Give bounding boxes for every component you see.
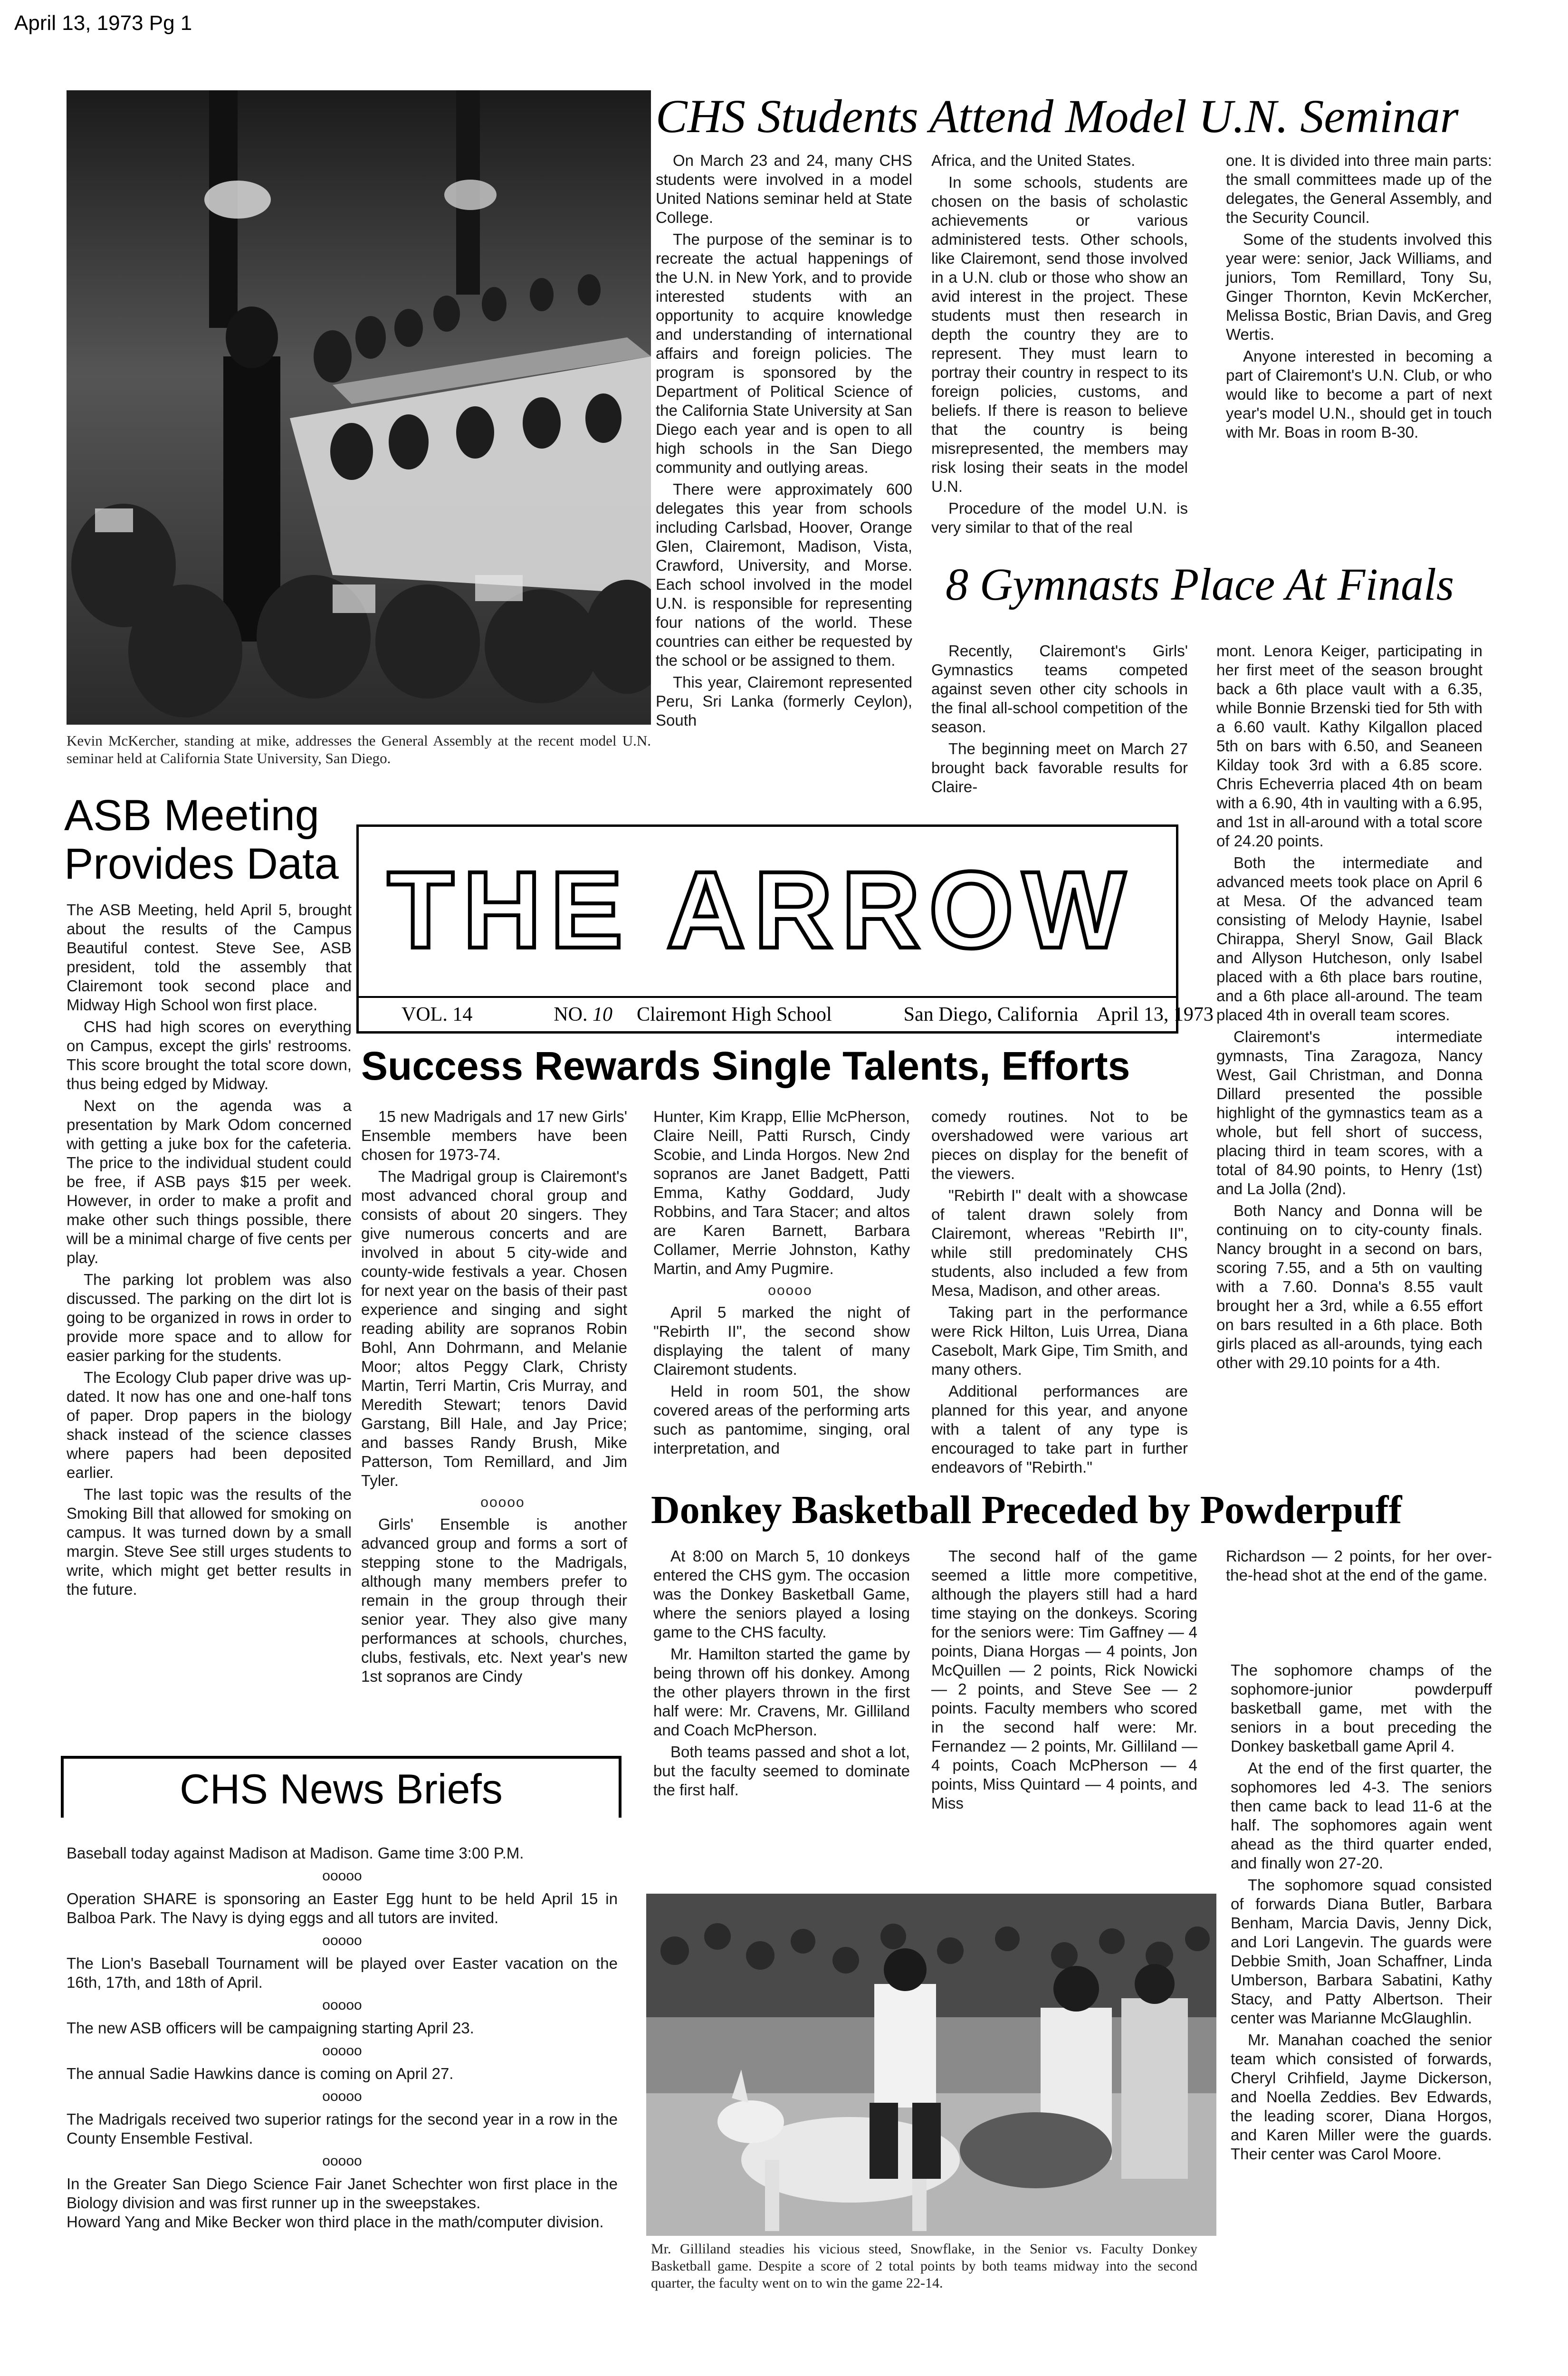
brief-item: The Lion's Baseball Tournament will be played over Easter vacation on the 16th, 17th, and 18th of April.: [67, 1954, 618, 1991]
asb-para: The parking lot problem was also discussed. The parking on the dirt lot is going to be organized in rows in order to provide more space and to allow for easier parking for the students.: [67, 1271, 352, 1364]
asb-para: Next on the agenda was a presentation by Mark Odom concerned with getting a juke box for the cafeteria. The price to the individual student could be free, if ASB pays $15 per week. However, in order to make a profit and make other such things possible, there will be a minimal charge of five cents per play.: [67, 1097, 352, 1266]
success-article-col3: [931, 1107, 1188, 1480]
brief-item: Operation SHARE is sponsoring an Easter Egg hunt to be held April 15 in Balboa Park. The Navy is dying eggs and all tutors are invited.: [67, 1890, 618, 1926]
un-article-col3: [1226, 151, 1492, 445]
gym-col2-para: Both Nancy and Donna will be continuing on to city-county finals. Nancy brought in a second on bars, scoring 7.55, and a 5th on vaulting with a 7.60. Donna's 8.55 vault brought her a 3rd, while a 6.55 effort on bars resulted in a 6th place. Both girls placed as all-arounds, tying each other with 29.10 points for a 4th.: [1216, 1202, 1482, 1371]
masthead-school: Clairemont High School: [637, 1004, 832, 1025]
page-header: April 13, 1973 Pg 1: [14, 11, 192, 35]
masthead-date: April 13, 1973: [1096, 1004, 1214, 1025]
success-col1-para: Girls' Ensemble is another advanced group and forms a sort of stepping stone to the Madrigals, although many members prefer to remain in the group through their senior year. They also give many performances at schools, churches, clubs, festivals, etc. Next year's new 1st sopranos are Cindy: [361, 1515, 627, 1685]
separator-mark: ooooo: [322, 2153, 362, 2169]
un-col3-para: Anyone interested in becoming a part of Clairemont's U.N. Club, or who would like to become a part of next year's model U.N., should get in touch with Mr. Boas in room B-30.: [1226, 347, 1492, 441]
masthead-info: [402, 1003, 1214, 1026]
asb-para: The last topic was the results of the Smoking Bill that allowed for smoking on campus. It was turned down by a small margin. Steve See still urges students to write, which might get better results in the future.: [67, 1485, 352, 1598]
success-col2-para: Hunter, Kim Krapp, Ellie McPherson, Claire Neill, Patti Rursch, Cindy Scobie, and Linda Horgos. New 2nd sopranos are Janet Badgett, Patti Emma, Kathy Goddard, Judy Robbins, and Tara Stacer; and altos are Karen Barnett, Barbara Collamer, Merrie Johnston, Kathy Martin, and Amy Pugmire.: [653, 1108, 910, 1277]
separator-mark: ooooo: [322, 2089, 362, 2104]
un-article-col2: [931, 151, 1188, 540]
asb-article: [67, 901, 352, 1602]
powderpuff-article: [1231, 1661, 1492, 2166]
gym-col1-para: Recently, Clairemont's Girls' Gymnastics teams competed against seven other city schools in the final all-school competition of the season.: [931, 642, 1188, 736]
gym-article-col2: [1216, 642, 1482, 1375]
brief-item: The annual Sadie Hawkins dance is coming on April 27.: [67, 2065, 454, 2082]
donkey-col3-para: Richardson — 2 points, for her over-the-head shot at the end of the game.: [1226, 1547, 1492, 1584]
success-col3-para: "Rebirth I" dealt with a showcase of talent drawn solely from Clairemont, whereas "Rebirth II", while still predominately CHS students, also included a few from Mesa, Madison, and other areas.: [931, 1187, 1188, 1299]
donkey-article-col2: [931, 1547, 1197, 1816]
donkey-col1-para: Mr. Hamilton started the game by being thrown off his donkey. Among the other players thrown in the first half were: Mr. Cravens, Mr. Gilliland and Coach McPherson.: [653, 1645, 910, 1739]
donkey-headline: Donkey Basketball Preceded by Powderpuff: [651, 1488, 1402, 1532]
model-un-photo-caption: Kevin McKercher, standing at mike, addresses the General Assembly at the recent model U.N. seminar held at California State University, San Diego.: [67, 732, 651, 766]
powderpuff-para: At the end of the first quarter, the sophomores led 4-3. The seniors then came back to lead 11-6 at the half. The sophomores again went ahead as the third quarter ended, and finally won 27-20.: [1231, 1759, 1492, 1872]
success-col3-para: comedy routines. Not to be overshadowed were various art pieces on display for the benefit of the viewers.: [931, 1108, 1188, 1182]
model-un-photo-art: [67, 90, 651, 725]
gymnasts-headline: 8 Gymnasts Place At Finals: [946, 559, 1454, 610]
asb-para: The Ecology Club paper drive was up-dated. It now has one and one-half tons of paper. Drop papers in the biology shack instead of the science classes where papers had been deposited earlier.: [67, 1369, 352, 1481]
separator-mark: ooooo: [322, 2043, 362, 2059]
asb-headline-line1: ASB Meeting: [64, 791, 319, 840]
success-article-col2: [653, 1107, 910, 1461]
success-article-col1: [361, 1107, 627, 1689]
separator-mark: ooooo: [480, 1495, 525, 1510]
separator-mark: ooooo: [322, 1997, 362, 2013]
brief-item: Baseball today against Madison at Madison. Game time 3:00 P.M.: [67, 1844, 524, 1862]
masthead-no-value: 10: [593, 1004, 612, 1025]
donkey-col2-para: The second half of the game seemed a little more competitive, although the players still had a hard time staying on the donkeys. Scoring for the seniors were: Tim Gaffney — 4 points, Diana Horgas — 4 points, Jon McQuillen — 2 points, Rick Nowicki — 2 points, and Steve See — 2 points. Faculty members who scored in the second half were: Mr. Fernandez — 2 points, Mr. Gilliland — 4 points, Coach McPherson — 4 points, Miss Quintard — 4 points, and Miss: [931, 1547, 1197, 1812]
un-col1-para: On March 23 and 24, many CHS students were involved in a model United Nations seminar held at State College.: [656, 152, 912, 226]
powderpuff-para: The sophomore champs of the sophomore-junior powderpuff basketball game, met with the seniors in a bout preceding the Donkey basketball game April 4.: [1231, 1661, 1492, 1755]
masthead-title: THE ARROW: [387, 849, 1134, 971]
masthead: [356, 824, 1214, 1034]
model-un-photo: [67, 90, 651, 725]
un-col2-para: Procedure of the model U.N. is very similar to that of the real: [931, 499, 1188, 536]
gym-article-col1: [931, 642, 1188, 799]
separator-mark: ooooo: [322, 1933, 362, 1948]
un-article-col1: [656, 151, 912, 733]
masthead-no-label: NO.: [554, 1004, 588, 1025]
donkey-article-col1: [653, 1547, 910, 1802]
masthead-info-rule: [359, 996, 1176, 998]
un-col2-para: Africa, and the United States.: [931, 152, 1136, 169]
powderpuff-para: Mr. Manahan coached the senior team which consisted of forwards, Cheryl Crihfield, Jayme Dickerson, and Noella Zeddies. Bev Edwards, the leading scorer, Diana Horgos, and Karen Miller were the guards. Their center was Carol Moore.: [1231, 2031, 1492, 2163]
news-briefs-box: [61, 1756, 621, 1818]
brief-item: Howard Yang and Mike Becker won third place in the math/computer division.: [67, 2213, 604, 2231]
donkey-col1-para: At 8:00 on March 5, 10 donkeys entered the CHS gym. The occasion was the Donkey Basketball Game, where the seniors played a losing game to the CHS faculty.: [653, 1547, 910, 1641]
powderpuff-para: The sophomore squad consisted of forwards Diana Butler, Barbara Benham, Marcia Davis, Jenny Dick, and Lori Langevin. The guards were Debbie Smith, Joan Schaffner, Linda Umberson, Barbara Sabatini, Kathy Stacy, and Patty Albertson. Their center was Marianne McGlaughlin.: [1231, 1876, 1492, 2027]
asb-headline-line2: Provides Data: [64, 840, 339, 888]
asb-para: The ASB Meeting, held April 5, brought about the results of the Campus Beautiful contest. Steve See, ASB president, told the assembly that Clairemont took second place and Midway High School won first place.: [67, 901, 352, 1014]
donkey-basketball-photo: [646, 1894, 1216, 2236]
brief-item: The new ASB officers will be campaigning starting April 23.: [67, 2019, 474, 2037]
donkey-basketball-photo-art: [646, 1894, 1216, 2236]
un-headline: CHS Students Attend Model U.N. Seminar: [656, 90, 1459, 143]
gym-col1-para: The beginning meet on March 27 brought back favorable results for Claire-: [931, 740, 1188, 795]
un-col3-para: Some of the students involved this year were: senior, Jack Williams, and juniors, Tom Remillard, Tony Su, Ginger Thornton, Kevin McKercher, Melissa Bostic, Brian Davis, and Greg Wertis.: [1226, 230, 1492, 343]
success-col2-para: Held in room 501, the show covered areas of the performing arts such as pantomime, singing, oral interpretation, and: [653, 1382, 910, 1457]
un-col1-para: There were approximately 600 delegates this year from schools including Carlsbad, Hoover, Orange Glen, Clairemont, Madison, Vista, Crawford, University, and Morse. Each school involved in the model U.N. is responsible for representing four nations of the world. These countries can either be requested by the school or be assigned to them.: [656, 480, 912, 669]
asb-headline: [64, 791, 359, 888]
success-headline: Success Rewards Single Talents, Efforts: [361, 1044, 1130, 1088]
gym-col2-para: Both the intermediate and advanced meets took place on April 6 at Mesa. Of the advanced team consisting of Melody Haynie, Isabel Chirappa, Sheryl Snow, Gail Black and Allyson Hutcheson, only Isabel placed with a 6th place bars routine, and a 6th place all-around. The team placed 4th in overall team scores.: [1216, 854, 1482, 1024]
news-briefs-headline: CHS News Briefs: [180, 1765, 503, 1812]
gym-col2-para: mont. Lenora Keiger, participating in her first meet of the season brought back a 6th place vault with a 6.35, while Bonnie Brzenski tied for 5th with a 6.60 vault. Kathy Kilgallon placed 5th on bars with 6.50, and Seaneen Kilday took 3rd with a 6.85 score. Chris Echeverria placed 4th on beam with a 6.90, 4th in vaulting with a 6.95, and 1st in all-around with a total score of 24.20 points.: [1216, 642, 1482, 850]
masthead-location: San Diego, California: [903, 1004, 1079, 1025]
un-col1-para: The purpose of the seminar is to recreate the actual happenings of the U.N. in New York, and to provide interested students with an opportunity to acquire knowledge and understanding of international affairs and foreign policies. The program is sponsored by the Department of Political Science of the California State University at San Diego each year and is open to all high schools in the San Diego community and outlying areas.: [656, 230, 912, 476]
success-col3-para: Additional performances are planned for this year, and anyone with a talent of any type is encouraged to take part in further endeavors of "Rebirth.": [931, 1382, 1188, 1476]
gym-col2-para: Clairemont's intermediate gymnasts, Tina Zaragoza, Nancy West, Gail Christman, and Donna Dillard presented the possible highlight of the gymnastics team as a whole, but fell short of success, placing third in team scores, with a total of 84.90 points, to Henry (1st) and La Jolla (2nd).: [1216, 1028, 1482, 1198]
un-col2-para: In some schools, students are chosen on the basis of scholastic achievements or various administered tests. Other schools, like Clairemont, send those involved in a U.N. club or those who show an avid interest in the project. These students must then research in depth the country they are to represent. They must learn to portray their country in respect to its foreign policies, customs, and beliefs. If there is reason to believe that the country is being misrepresented, the members may risk losing their seats in the model U.N.: [931, 173, 1188, 495]
donkey-article-col3: [1226, 1547, 1492, 1588]
masthead-vol: VOL. 14: [402, 1004, 473, 1025]
donkey-col1-para: Both teams passed and shot a lot, but the faculty seemed to dominate the first half.: [653, 1743, 910, 1799]
asb-para: CHS had high scores on everything on Campus, except the girls' restrooms. This score brought the total score down, thus being edged by Midway.: [67, 1018, 352, 1092]
news-briefs-list: [67, 1844, 618, 2232]
success-col2-para: April 5 marked the night of "Rebirth II", the second show displaying the talent of many Clairemont students.: [653, 1303, 910, 1378]
success-col1-para: The Madrigal group is Clairemont's most advanced choral group and consists of about 20 singers. They give numerous concerts and are involved in about 5 city-wide and county-wide festivals a year. Chosen for next year on the basis of their past experience and singing and sight reading ability are sopranos Robin Bohl, Ann Dohrmann, and Melanie Moor; altos Peggy Clark, Christy Martin, Terri Martin, Cris Murray, and Meredith Stewart; tenors David Garstang, Bill Hale, and Jay Price; and basses Randy Brush, Mike Patterson, Tom Remillard, and Jim Tyler.: [361, 1168, 627, 1489]
un-col1-para: This year, Clairemont represented Peru, Sri Lanka (formerly Ceylon), South: [656, 673, 912, 729]
brief-item: In the Greater San Diego Science Fair Janet Schechter won first place in the Biology division and was first runner up in the sweepstakes.: [67, 2175, 618, 2212]
brief-item: The Madrigals received two superior ratings for the second year in a row in the County Ensemble Festival.: [67, 2110, 618, 2147]
success-col3-para: Taking part in the performance were Rick Hilton, Luis Urrea, Diana Casebolt, Mark Gipe, Tim Smith, and many others.: [931, 1303, 1188, 1378]
donkey-photo-caption: Mr. Gilliland steadies his vicious steed, Snowflake, in the Senior vs. Faculty Donkey Basketball game. Despite a score of 2 total points by both teams midway into the second quarter, the faculty went on to win the game 22-14.: [651, 2241, 1197, 2291]
success-col1-para: 15 new Madrigals and 17 new Girls' Ensemble members have been chosen for 1973-74.: [361, 1108, 627, 1163]
un-col3-para: one. It is divided into three main parts: the small committees made up of the delegates, the General Assembly, and the Security Council.: [1226, 152, 1492, 226]
separator-mark: ooooo: [322, 1868, 362, 1884]
separator-mark: ooooo: [768, 1283, 813, 1298]
